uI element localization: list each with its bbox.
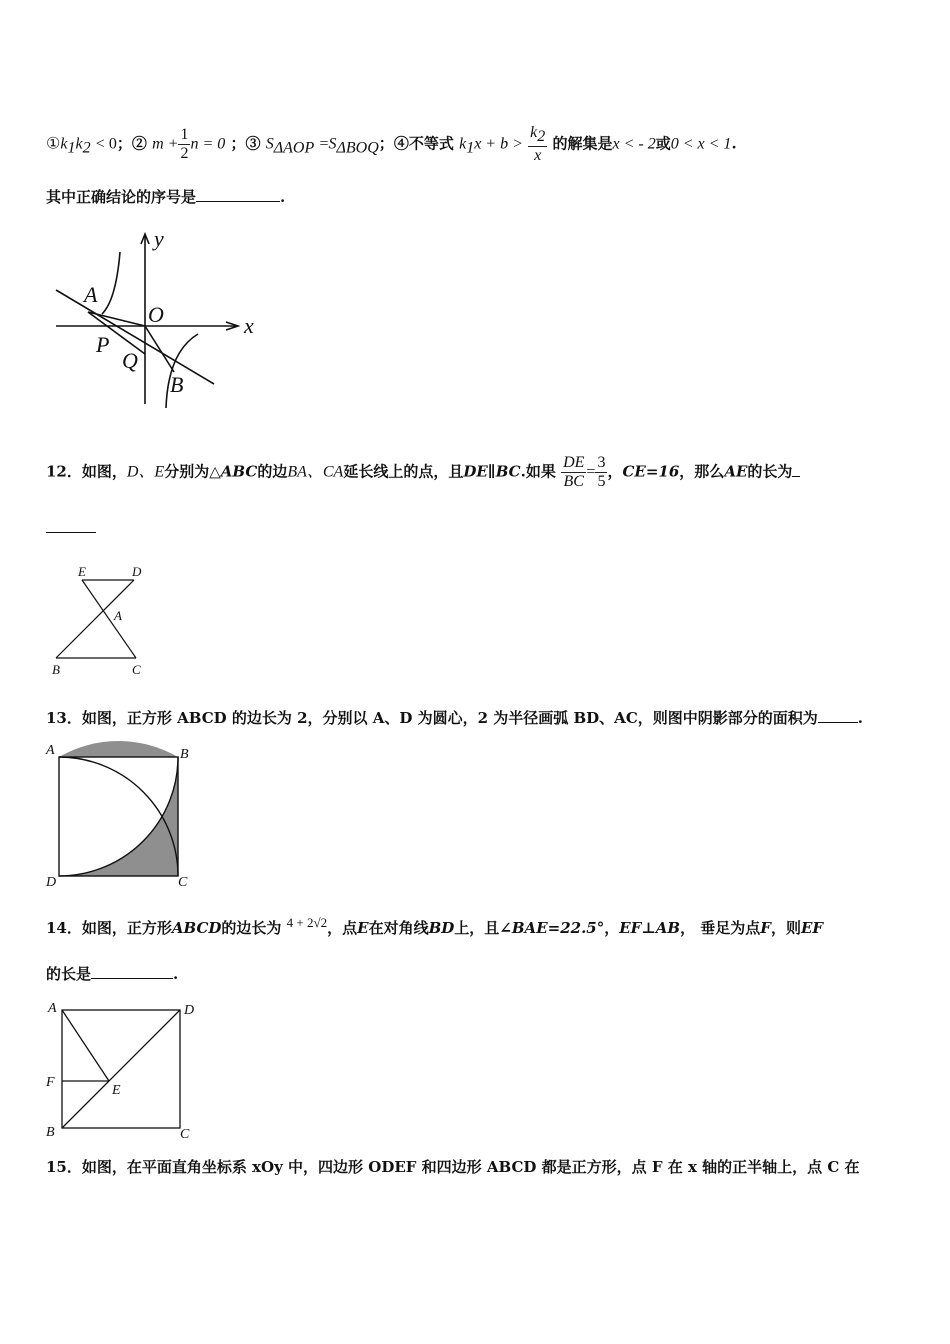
label-E: E (78, 564, 86, 579)
q11-statements: $①k_1k_2 < 0$；② m + $\frac{1}{2}$ n = 0 ；③ $S_{\Delta AOP} =S_{\Delta BOQ}$；④不等式 $k_1x + b$ > $\frac{k_2}{x}$ 的解集是x < - 2或0 < x < 1. (46, 124, 737, 165)
q15-question: 15．如图，在平面直角坐标系 xOy 中，四边形 ODEF 和四边形 ABCD 都是正方形，点 F 在 x 轴的正半轴上，点 C 在 (46, 1158, 860, 1176)
label-B: B (170, 372, 184, 397)
label-D: D (132, 564, 142, 579)
q14-question-line2: 的长是 . (46, 965, 179, 983)
label-C: C (178, 875, 188, 890)
label-E: E (112, 1083, 121, 1098)
answer-blank (818, 708, 858, 723)
hyperbola-branch-left (102, 252, 120, 314)
q12-fraction-3-5: $\frac{3}{5}$ (597, 454, 606, 490)
shaded-region (59, 741, 178, 876)
label-C: C (180, 1127, 190, 1142)
label-B: B (46, 1125, 55, 1140)
label-F: F (46, 1075, 55, 1090)
label-C: C (132, 662, 141, 677)
q11-fraction-k2-over-x: $\frac{k_2}{x}$ (530, 124, 546, 165)
q12-figure (46, 562, 166, 682)
label-Q: Q (122, 348, 138, 373)
label-A: A (48, 1001, 57, 1016)
q12-fraction-DE-BC: $\frac{DE}{BC}$ (563, 454, 585, 490)
segment-OB (145, 326, 174, 372)
label-D: D (184, 1003, 195, 1018)
answer-blank (196, 187, 280, 202)
segment-AE (62, 1010, 109, 1081)
answer-blank-start (792, 462, 800, 477)
label-A: A (114, 608, 122, 623)
q12-answer-line (46, 518, 96, 538)
label-A: A (46, 743, 55, 758)
q12-question: 12．如图，D、E分别为△ABC的边BA、CA延长线上的点，且DE∥BC.如果 $\frac{DE}{BC}$ = $\frac{3}{5}$ ，CE=16，那么AE的长为 (46, 454, 800, 491)
label-B: B (180, 747, 189, 762)
diagonal-BD (62, 1010, 180, 1128)
label-x: x (244, 313, 254, 338)
q14-figure (44, 996, 214, 1146)
q13-figure (44, 740, 194, 890)
q11-fraction-half: $\frac{1}{2}$ (180, 126, 189, 163)
q13-question: 13．如图，正方形 ABCD 的边长为 2，分别以 A、D 为圆心，2 为半径画弧 BD、AC，则图中阴影部分的面积为 . (46, 709, 863, 727)
label-D: D (46, 875, 57, 890)
segment-EC (82, 580, 136, 658)
answer-blank (91, 964, 173, 979)
label-A: A (84, 282, 98, 307)
label-y: y (154, 226, 164, 251)
q11-figure (50, 222, 270, 412)
answer-blank (46, 518, 96, 533)
segment-DB (56, 580, 134, 658)
label-O: O (148, 302, 164, 327)
q14-question: 14．如图，正方形ABCD的边长为 $^{4 + 2√2}$，点E在对角线BD上，且∠BAE=22.5°，EF⊥AB， 垂足为点F，则EF (46, 915, 824, 937)
label-B: B (52, 662, 60, 677)
label-P: P (96, 332, 110, 357)
q11-question-line: 其中正确结论的序号是 . (46, 188, 286, 206)
